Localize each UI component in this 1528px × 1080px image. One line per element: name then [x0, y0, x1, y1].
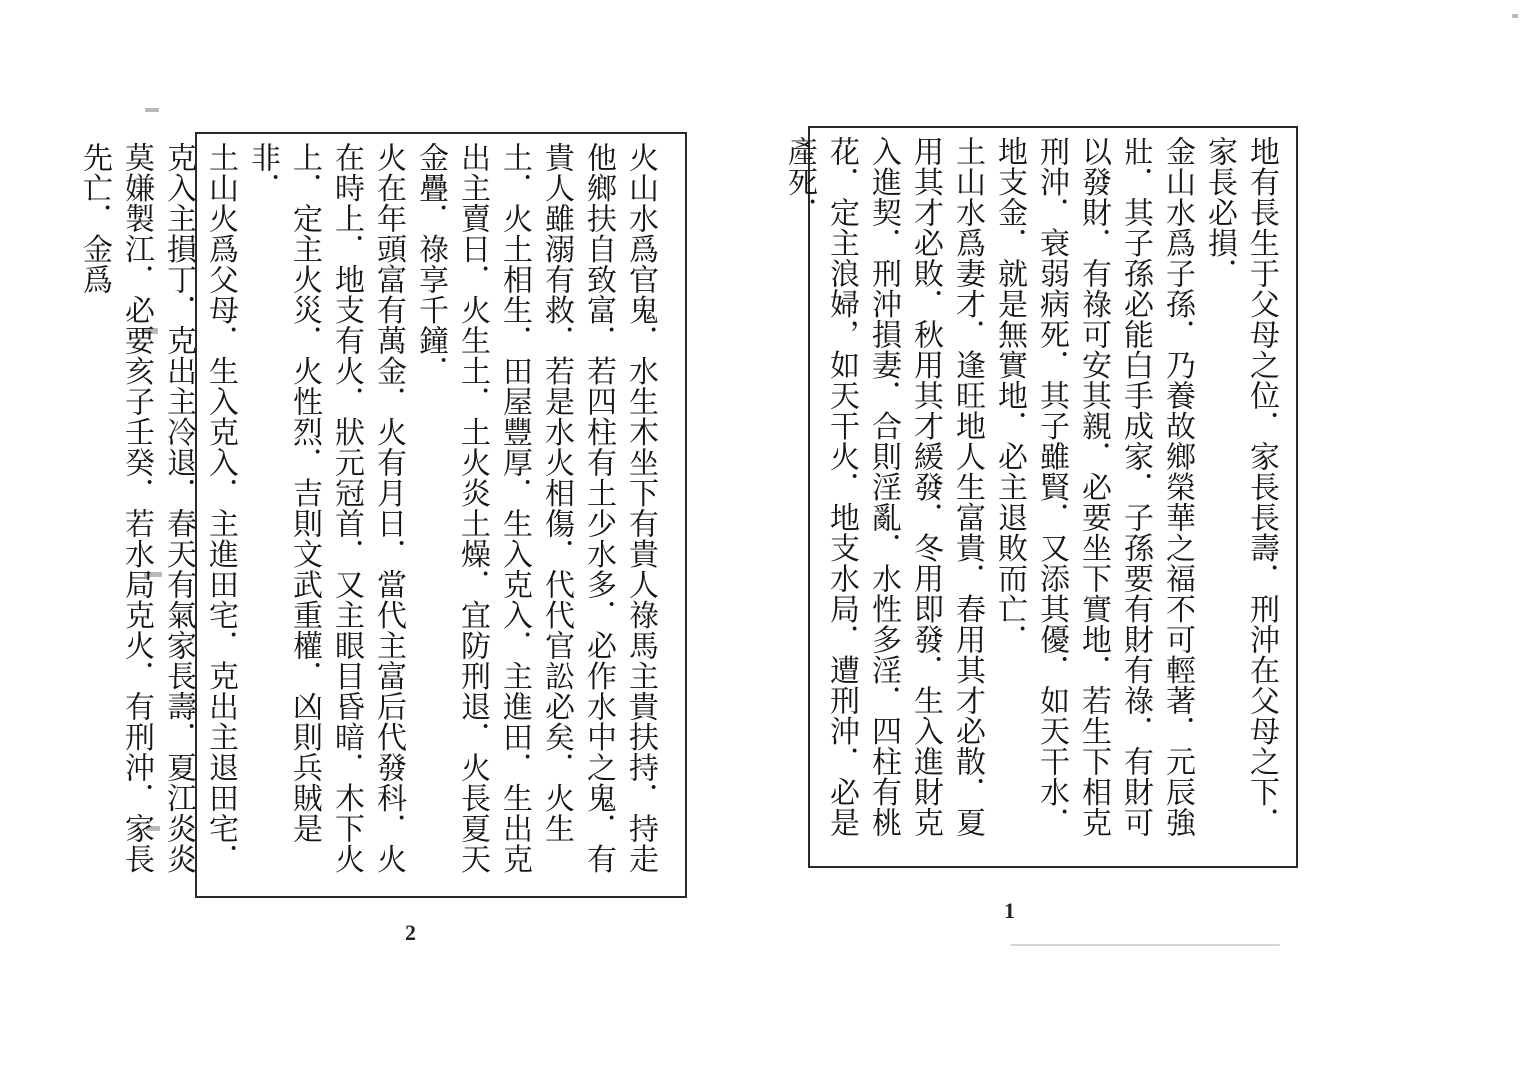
page-2-paragraph: 土山火爲父母．生入克入．主進田宅．克出主退田宅．克入主損丁．克出主冷退．春天有氣家長壽．夏江炎炎莫嫌製江．必要亥子壬癸．若水局克火．有刑沖．家長先亡．金爲	[77, 142, 238, 874]
scan-speck	[145, 108, 159, 112]
page-2-paragraph: 火山水爲官鬼．水生木坐下有貴人祿馬主貴扶持．持走他鄉扶自致富．若四柱有土少水多．必作水中之鬼．有貴人雖溺有救．若是水火相傷．代代官訟必矣．火生土．火土相生．田屋豐厚．生入克入．主進田．生出克出主賣日．火生土．土火炎土燥．宜防刑退．火長夏天金疊．祿享千鐘．	[413, 142, 658, 874]
page-1-paragraph: 地有長生于父母之位．家長長壽．刑沖在父母之下．家長必損．	[1202, 136, 1279, 838]
scan-speck	[1512, 14, 1518, 18]
page-2-frame	[77, 132, 687, 898]
page-2-paragraph: 火在年頭富有萬金．火有月日．當代主富后代發科．火在時上．地支有火．狀元冠首．又主眼目昏暗．木下火上．定主火災．火性烈．吉則文武重權．凶則兵賊是非．	[245, 142, 406, 874]
page-1-frame	[782, 126, 1298, 868]
page-number: 1	[1004, 898, 1015, 923]
page-2-text	[77, 142, 661, 890]
scan-speck	[1010, 944, 1280, 946]
page-1-paragraph: 土山水爲妻才．逢旺地人生富貴．春用其才必散．夏用其才必敗．秋用其才緩發．冬用即發．生入進財克入進契．刑沖損妻．合則淫亂．水性多淫．四柱有桃花．定主浪婦，如天干火．地支水局．遭刑沖．必是產死．	[782, 136, 985, 838]
page-1-text	[782, 136, 1282, 862]
page-1-paragraph: 金山水爲子孫．乃養故鄉榮華之福不可輕著．元辰強壯．其子孫必能白手成家．子孫要有財有祿．有財可以發財．有祿可安其親．必要坐下實地．若生下相克刑沖．衰弱病死．其子雖賢．又添其優．如天干水．地支金．就是無實地．必主退敗而亡．	[992, 136, 1195, 838]
page-number: 2	[405, 920, 416, 945]
